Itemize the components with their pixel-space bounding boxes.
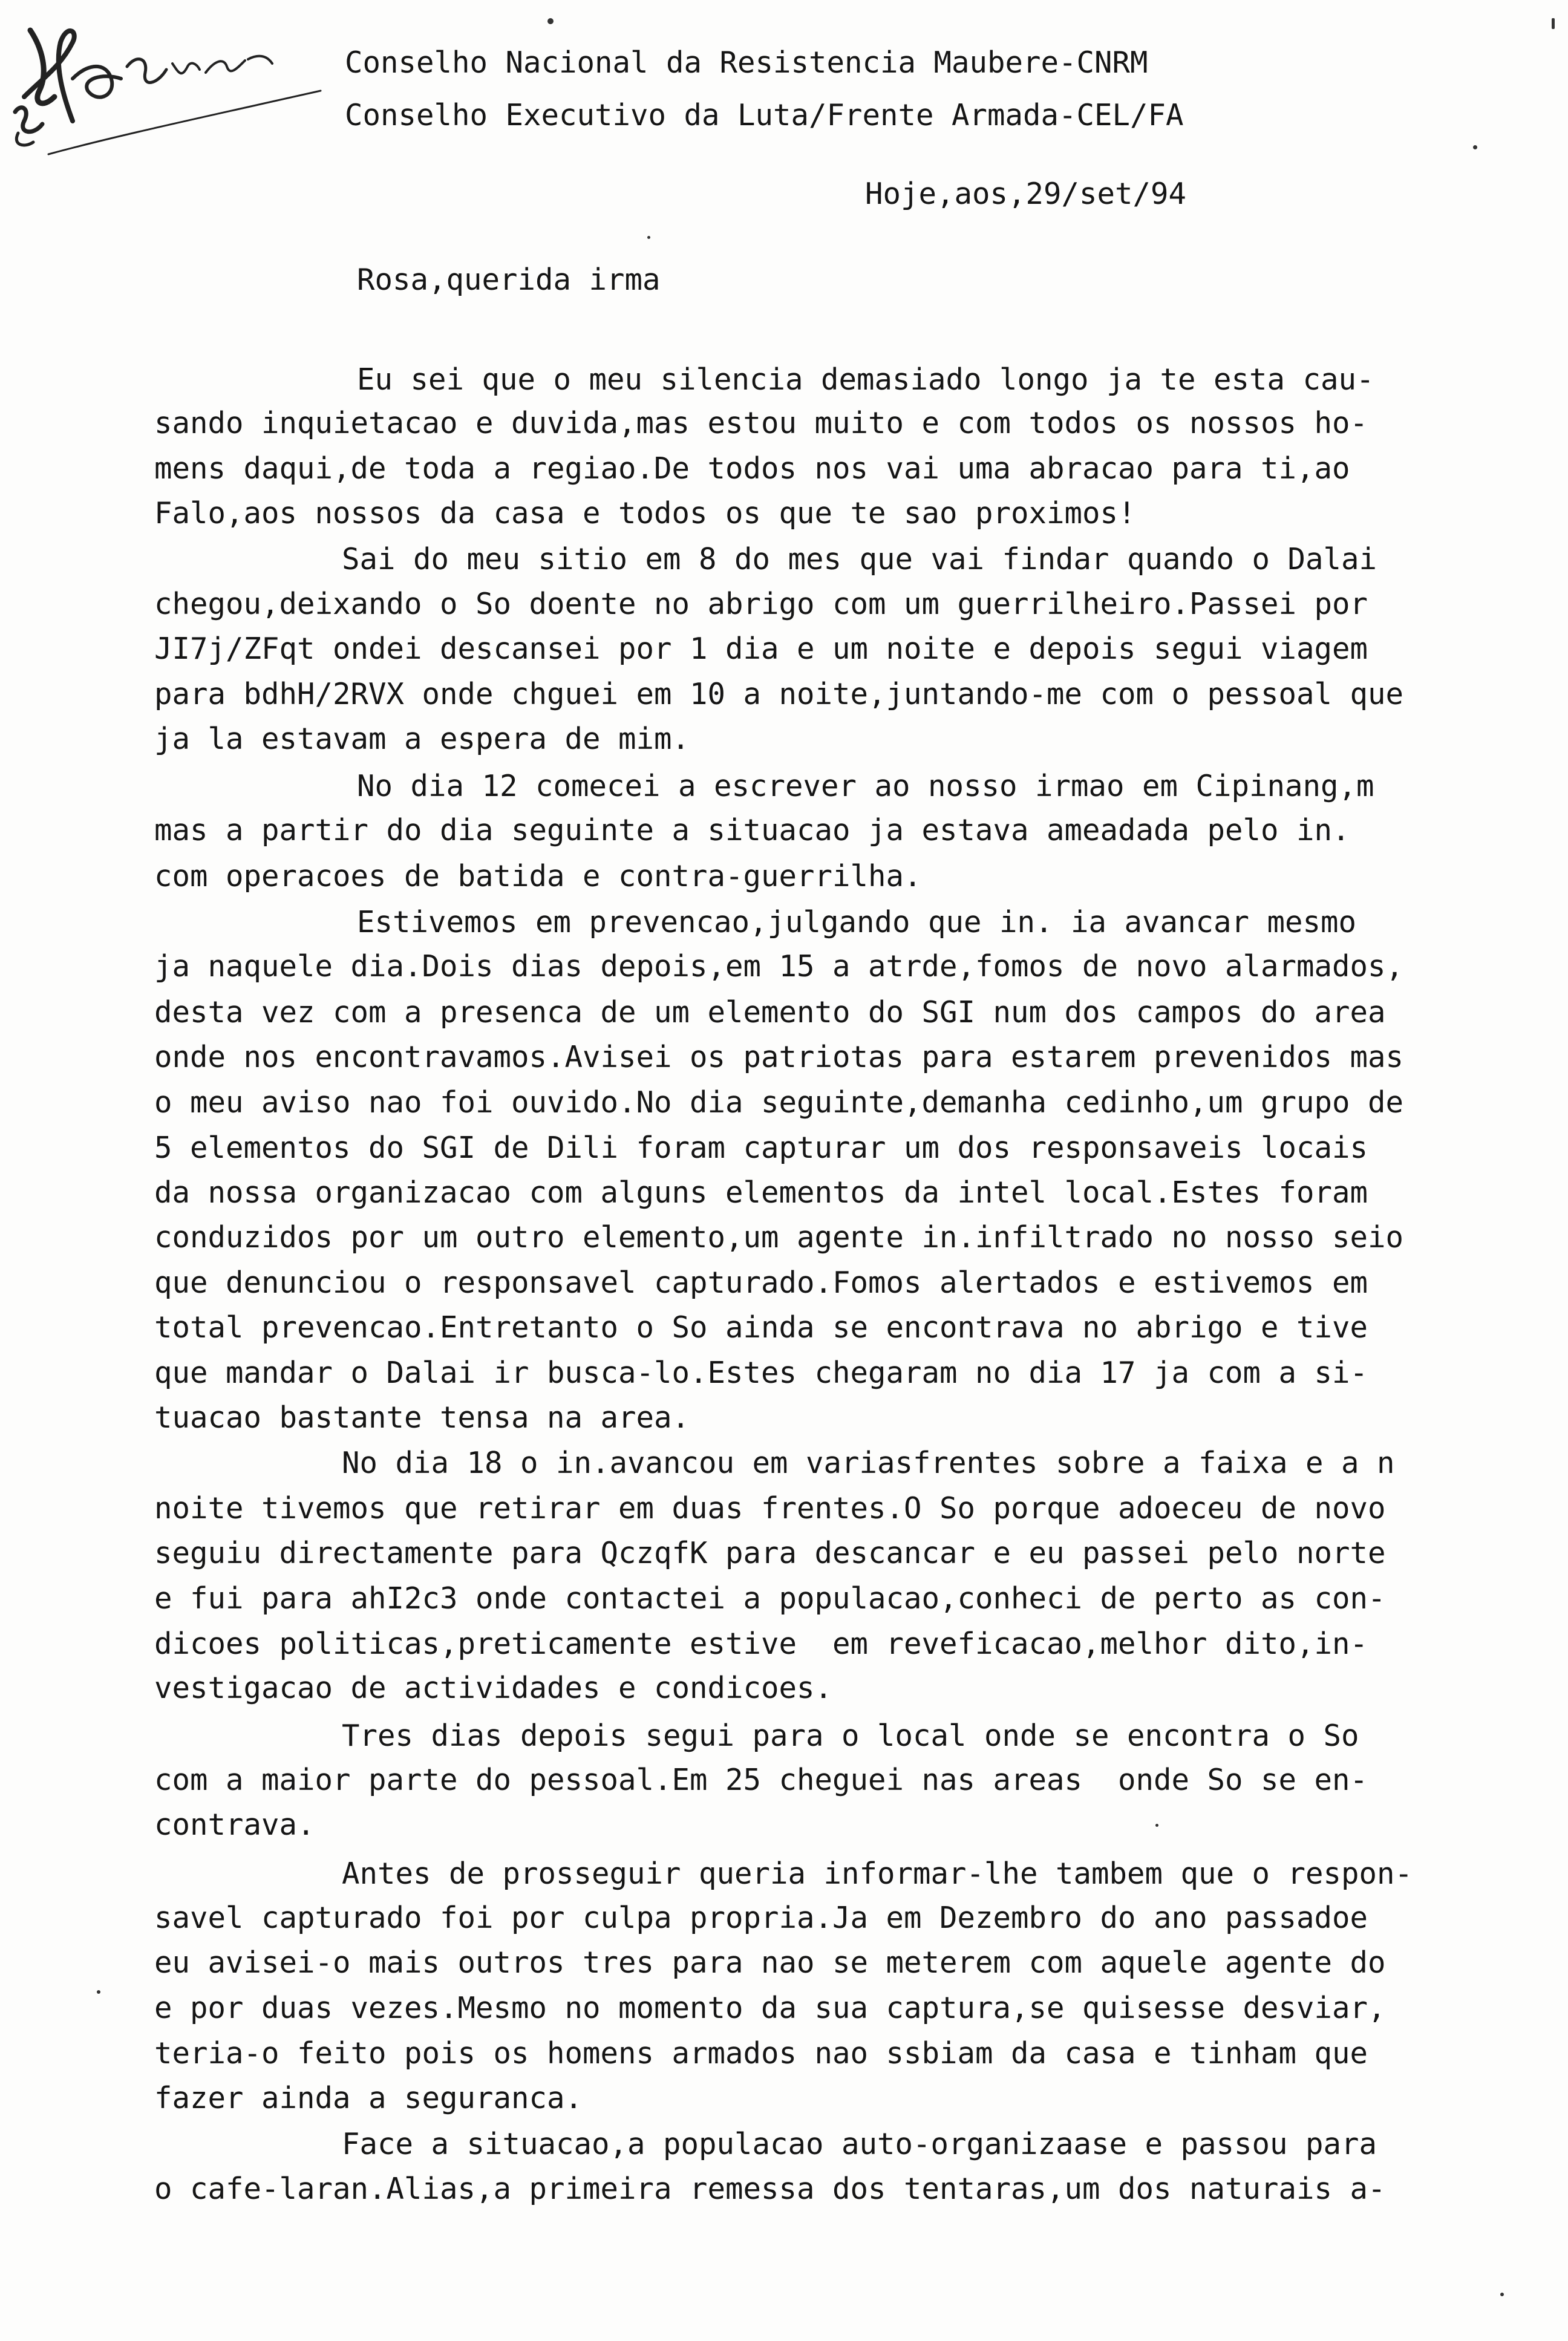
handwritten-signature-icon [6,6,333,200]
body-line: mas a partir do dia seguinte a situacao ja estava ameadada pelo in. [154,813,1350,847]
body-line: Estivemos em prevencao,julgando que in. ia avancar mesmo [357,905,1357,939]
body-line: onde nos encontravamos.Avisei os patriotas para estarem prevenidos mas [154,1040,1404,1074]
body-line: Sai do meu sitio em 8 do mes que vai findar quando o Dalai [342,542,1377,576]
body-line: Tres dias depois segui para o local onde se encontra o So [342,1719,1359,1753]
scan-speck [1552,18,1555,29]
body-line: dicoes politicas,preticamente estive em reveficacao,melhor dito,in- [154,1627,1368,1661]
body-line: No dia 18 o in.avancou em variasfrentes sobre a faixa e a n [342,1446,1395,1480]
body-line: o meu aviso nao foi ouvido.No dia seguinte,demanha cedinho,um grupo de [154,1085,1404,1120]
body-line: 5 elementos do SGI de Dili foram capturar um dos responsaveis locais [154,1131,1368,1165]
body-line: Face a situacao,a populacao auto-organizaase e passou para [342,2127,1377,2161]
body-line: com operacoes de batida e contra-guerrilha. [154,859,922,893]
body-line: chegou,deixando o So doente no abrigo com um guerrilheiro.Passei por [154,587,1368,621]
scan-speck [1155,1824,1158,1827]
dateline: Hoje,aos,29/set/94 [865,177,1187,211]
body-line: vestigacao de actividades e condicoes. [154,1671,833,1705]
scan-speck [647,236,650,239]
scan-speck [97,1990,100,1994]
body-line: contrava. [154,1807,315,1842]
body-line: e por duas vezes.Mesmo no momento da sua captura,se quisesse desviar, [154,1991,1386,2025]
body-line: seguiu directamente para QczqfK para descancar e eu passei pelo norte [154,1536,1386,1570]
header-council: Conselho Executivo da Luta/Frente Armada-CEL/FA [345,98,1184,132]
body-line: eu avisei-o mais outros tres para nao se meterem com aquele agente do [154,1945,1386,1980]
body-line: e fui para ahI2c3 onde contactei a populacao,conheci de perto as con- [154,1581,1386,1616]
body-line: que denunciou o responsavel capturado.Fomos alertados e estivemos em [154,1265,1368,1300]
handwritten-annotation [6,6,333,200]
body-line: Antes de prosseguir queria informar-lhe tambem que o respon- [342,1856,1413,1891]
body-line: fazer ainda a seguranca. [154,2081,583,2115]
body-line: teria-o feito pois os homens armados nao ssbiam da casa e tinham que [154,2036,1368,2071]
body-line: com a maior parte do pessoal.Em 25 cheguei nas areas onde So se en- [154,1763,1368,1797]
body-line: mens daqui,de toda a regiao.De todos nos vai uma abracao para ti,ao [154,451,1350,486]
body-line: conduzidos por um outro elemento,um agente in.infiltrado no nosso seio [154,1220,1404,1255]
body-line: noite tivemos que retirar em duas frentes.O So porque adoeceu de novo [154,1491,1386,1526]
body-line: para bdhH/2RVX onde chguei em 10 a noite,juntando-me com o pessoal que [154,677,1404,711]
body-line: desta vez com a presenca de um elemento do SGI num dos campos do area [154,995,1386,1030]
body-line: ja la estavam a espera de mim. [154,722,690,756]
scan-speck [547,18,554,24]
body-line: o cafe-laran.Alias,a primeira remessa dos tentaras,um dos naturais a- [154,2172,1386,2206]
body-line: JI7j/ZFqt ondei descansei por 1 dia e um noite e depois segui viagem [154,632,1368,666]
body-line: que mandar o Dalai ir busca-lo.Estes chegaram no dia 17 ja com a si- [154,1356,1368,1390]
body-line: tuacao bastante tensa na area. [154,1400,690,1435]
scan-speck [1473,145,1477,149]
salutation: Rosa,querida irma [357,263,661,297]
body-line: ja naquele dia.Dois dias depois,em 15 a atrde,fomos de novo alarmados, [154,949,1404,984]
scan-speck [1500,2293,1504,2296]
body-line: da nossa organizacao com alguns elementos da intel local.Estes foram [154,1175,1368,1210]
body-line: No dia 12 comecei a escrever ao nosso irmao em Cipinang,m [357,769,1374,803]
body-line: savel capturado foi por culpa propria.Ja em Dezembro do ano passadoe [154,1901,1368,1935]
body-line: total prevencao.Entretanto o So ainda se encontrava no abrigo e tive [154,1310,1368,1345]
header-organization: Conselho Nacional da Resistencia Maubere-CNRM [345,45,1148,80]
body-line: Falo,aos nossos da casa e todos os que te sao proximos! [154,496,1136,531]
body-line: sando inquietacao e duvida,mas estou muito e com todos os nossos ho- [154,406,1368,440]
body-line: Eu sei que o meu silencia demasiado longo ja te esta cau- [357,362,1374,397]
